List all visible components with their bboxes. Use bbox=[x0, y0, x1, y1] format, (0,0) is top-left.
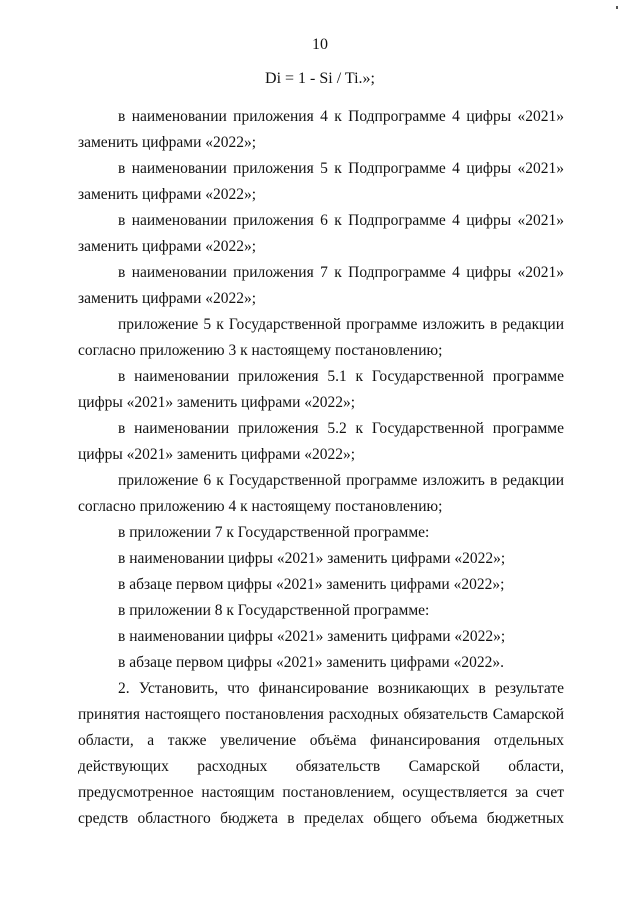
paragraph-1 bbox=[78, 104, 564, 156]
paragraph-line: цифры «2021» заменить цифрами «2022»; bbox=[78, 394, 356, 411]
paragraph-12 bbox=[78, 598, 564, 624]
paragraph-line: в наименовании цифры «2021» заменить цифрами «2022»; bbox=[118, 550, 506, 567]
paragraph-9 bbox=[78, 520, 564, 546]
paragraph-line: согласно приложению 4 к настоящему постановлению; bbox=[78, 498, 443, 515]
paragraph-line: средств областного бюджета в пределах общего объема бюджетных bbox=[78, 810, 564, 827]
paragraph-line: в абзаце первом цифры «2021» заменить цифрами «2022»; bbox=[118, 576, 505, 593]
paragraph-line: в абзаце первом цифры «2021» заменить цифрами «2022». bbox=[118, 654, 504, 671]
paragraph-line: области, а также увеличение объёма финансирования отдельных bbox=[78, 732, 564, 749]
paragraph-line: предусмотренное настоящим постановлением, осуществляется за счет bbox=[78, 784, 564, 801]
paragraph-line: приложение 6 к Государственной программе изложить в редакции bbox=[118, 472, 564, 489]
paragraph-line: в наименовании приложения 5.2 к Государственной программе bbox=[118, 420, 564, 437]
paragraph-line: в наименовании приложения 4 к Подпрограмме 4 цифры «2021» bbox=[118, 108, 564, 125]
formula-line: Di = 1 - Si / Ti.»; bbox=[265, 70, 375, 87]
paragraph-13 bbox=[78, 624, 564, 650]
paragraph-line: заменить цифрами «2022»; bbox=[78, 186, 257, 203]
paragraph-7 bbox=[78, 416, 564, 468]
paragraph-line: в наименовании приложения 5 к Подпрограмме 4 цифры «2021» bbox=[118, 160, 564, 177]
paragraph-10 bbox=[78, 546, 564, 572]
paragraph-2 bbox=[78, 156, 564, 208]
paragraph-line: заменить цифрами «2022»; bbox=[78, 134, 257, 151]
paragraph-4 bbox=[78, 260, 564, 312]
paragraph-5 bbox=[78, 312, 564, 364]
paragraph-6 bbox=[78, 364, 564, 416]
paragraph-line: в наименовании приложения 6 к Подпрограмме 4 цифры «2021» bbox=[118, 212, 564, 229]
paragraph-line: заменить цифрами «2022»; bbox=[78, 290, 257, 307]
paragraph-line: в наименовании цифры «2021» заменить цифрами «2022»; bbox=[118, 628, 506, 645]
paragraph-line: заменить цифрами «2022»; bbox=[78, 238, 257, 255]
paragraph-line: принятия настоящего постановления расходных обязательств Самарской bbox=[78, 706, 564, 723]
paragraph-line: в приложении 7 к Государственной программе: bbox=[118, 524, 430, 541]
paragraph-15 bbox=[78, 676, 564, 832]
paragraph-line: цифры «2021» заменить цифрами «2022»; bbox=[78, 446, 356, 463]
paragraph-8 bbox=[78, 468, 564, 520]
paragraph-line: согласно приложению 3 к настоящему постановлению; bbox=[78, 342, 443, 359]
paragraph-line: приложение 5 к Государственной программе изложить в редакции bbox=[118, 316, 564, 333]
paragraph-line: в наименовании приложения 7 к Подпрограмме 4 цифры «2021» bbox=[118, 264, 564, 281]
paragraph-line: 2. Установить, что финансирование возникающих в результате bbox=[118, 680, 564, 697]
paragraph-line: в приложении 8 к Государственной программе: bbox=[118, 602, 430, 619]
paragraph-line: действующих расходных обязательств Самарской области, bbox=[78, 758, 564, 775]
scan-speck bbox=[616, 6, 618, 9]
paragraph-3 bbox=[78, 208, 564, 260]
document-body bbox=[78, 104, 564, 832]
paragraph-14 bbox=[78, 650, 564, 676]
paragraph-11 bbox=[78, 572, 564, 598]
page-number: 10 bbox=[312, 36, 328, 53]
paragraph-line: в наименовании приложения 5.1 к Государственной программе bbox=[118, 368, 564, 385]
